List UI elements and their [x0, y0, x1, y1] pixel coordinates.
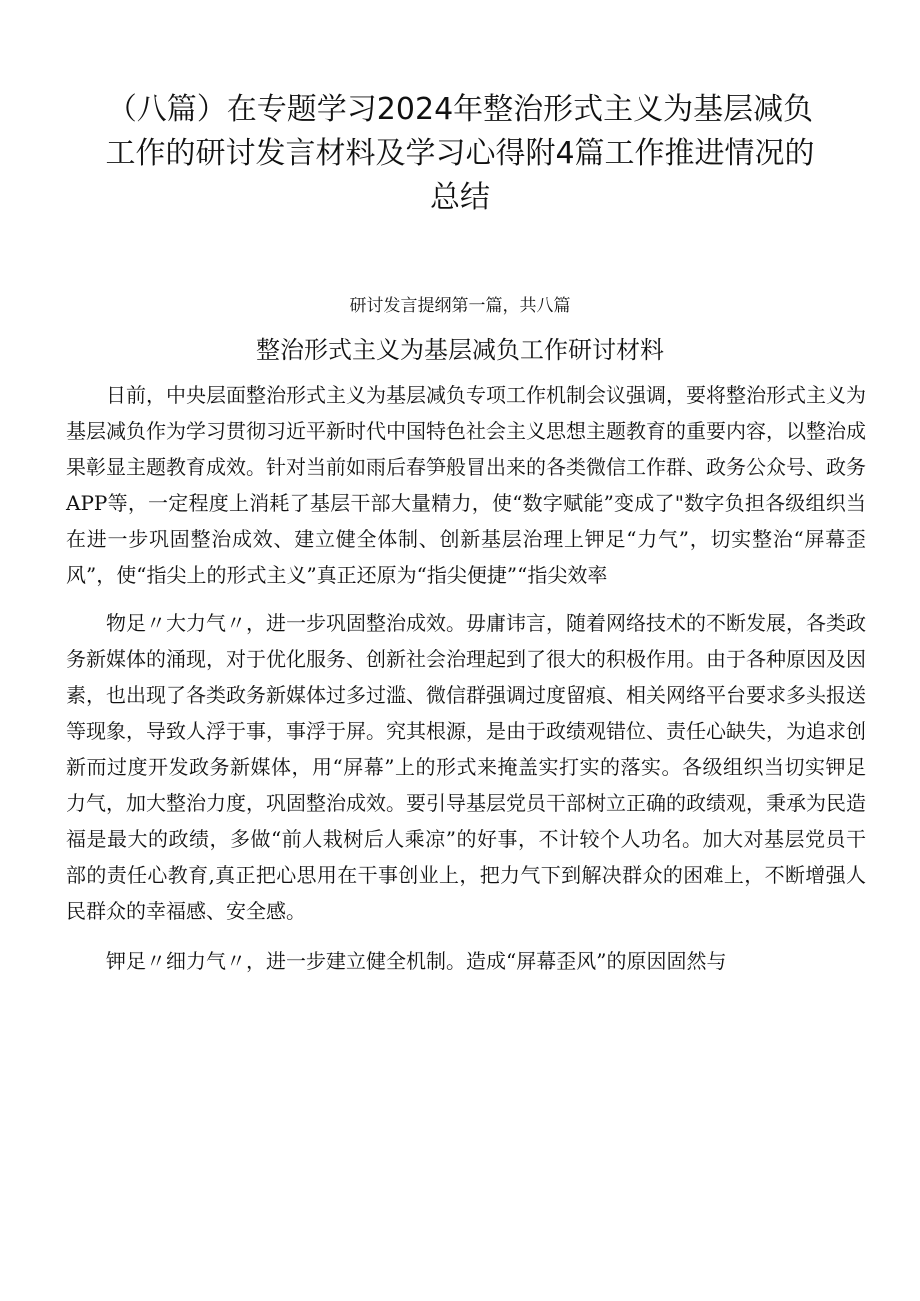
- body-paragraph-2: 物足〃大力气〃，进一步巩固整治成效。毋庸讳言，随着网络技术的不断发展，各类政务新媒体的涌现，对于优化服务、创新社会治理起到了很大的积极作用。由于各种原因及因素，也出现了各类政务新媒体过多过滥、微信群强调过度留痕、相关网络平台要求多头报送等现象，导致人浮于事，事浮于屏。究其根源，是由于政绩观错位、责任心缺失，为追求创新而过度开发政务新媒体，用“屏幕”上的形式来掩盖实打实的落实。各级组织当切实钾足力气，加大整治力度，巩固整治成效。要引导基层党员干部树立正确的政绩观，秉承为民造福是最大的政绩，多做“前人栽树后人乘凉”的好事，不计较个人功名。加大对基层党员干部的责任心教育,真正把心思用在干事创业上，把力气下到解决群众的困难上，不断增强人民群众的幸福感、安全感。: [66, 611, 866, 923]
- title-line-2: 工作的研讨发言材料及学习心得附4篇工作推进情况的: [105, 136, 815, 171]
- title-line-3: 总结: [430, 180, 490, 215]
- outline-subheading: 研讨发言提纲第一篇，共八篇: [349, 296, 571, 316]
- body-paragraph-1: 日前，中央层面整治形式主义为基层减负专项工作机制会议强调，要将整治形式主义为基层减负作为学习贯彻习近平新时代中国特色社会主义思想主题教育的重要内容，以整治成果彰显主题教育成效。针对当前如雨后春笋般冒出来的各类微信工作群、政务公众号、政务APP等，一定程度上消耗了基层干部大量精力，使“数字赋能”变成了"数字负担各级组织当在进一步巩固整治成效、建立健全体制、创新基层治理上钾足“力气”，切实整治“屏幕歪风”，使“指尖上的形式主义”真正还原为“指尖便捷”“指尖效率: [66, 383, 866, 587]
- section-title: 整治形式主义为基层减负工作研讨材料: [256, 336, 664, 364]
- document-title: [80, 88, 840, 220]
- title-line-1: （八篇）在专题学习2024年整治形式主义为基层减负: [106, 92, 814, 127]
- document-body: [66, 377, 866, 993]
- body-paragraph-3: 钾足〃细力气〃，进一步建立健全机制。造成“屏幕歪风”的原因固然与: [106, 949, 727, 973]
